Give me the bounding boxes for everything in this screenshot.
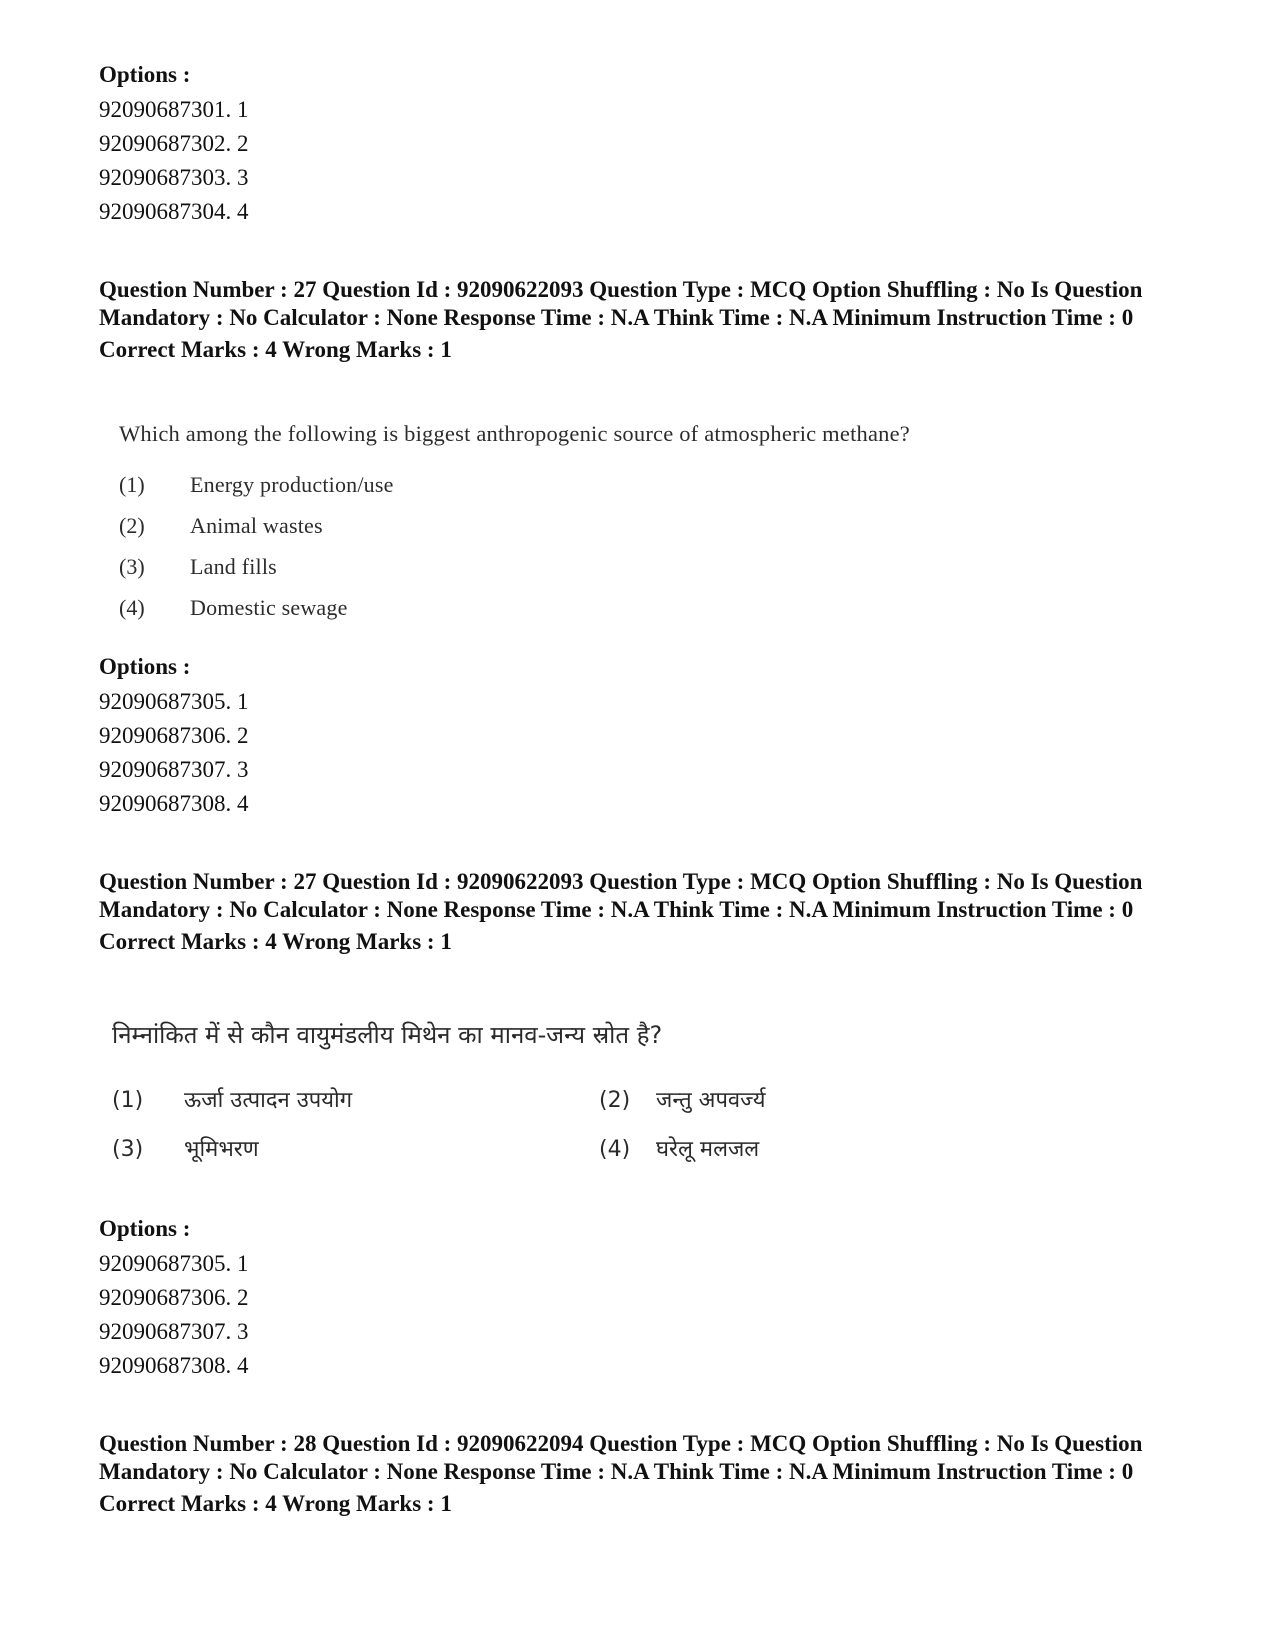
choice-item	[599, 1084, 766, 1114]
option-line: 92090687307. 3	[99, 1319, 249, 1344]
choice-number: (4)	[599, 1137, 631, 1162]
option-line: 92090687302. 2	[99, 131, 249, 156]
option-line: 92090687305. 1	[99, 689, 249, 714]
choice-number: (4)	[119, 595, 145, 620]
choice-item	[112, 1084, 352, 1114]
choice-item	[119, 554, 1079, 595]
choice-number: (3)	[112, 1137, 144, 1162]
option-line: 92090687303. 3	[99, 165, 249, 190]
options-title: Options :	[99, 654, 191, 679]
options-title: Options :	[99, 62, 191, 87]
question-text: Which among the following is biggest anthropogenic source of atmospheric methane?	[119, 421, 910, 446]
choice-number: (1)	[112, 1088, 144, 1113]
option-line: 92090687307. 3	[99, 757, 249, 782]
question-marks: Correct Marks : 4 Wrong Marks : 1	[99, 929, 452, 954]
question-meta: Question Number : 28 Question Id : 92090622094 Question Type : MCQ Option Shuffling : No Is Question Mandatory : No Calculator : None Response Time : N.A Think Time : N.A Minimum Instruction Time : 0	[99, 1431, 1143, 1484]
choice-text: जन्तु अपवर्ज्य	[656, 1088, 766, 1113]
question-meta: Question Number : 27 Question Id : 92090622093 Question Type : MCQ Option Shuffling : No Is Question Mandatory : No Calculator : None Response Time : N.A Think Time : N.A Minimum Instruction Time : 0	[99, 869, 1143, 922]
choice-number: (2)	[599, 1088, 631, 1113]
options-block-2	[99, 1215, 249, 1383]
choice-text: भूमिभरण	[184, 1137, 259, 1162]
choice-item	[119, 513, 1079, 554]
choice-item	[119, 472, 1079, 513]
choice-text: ऊर्जा उत्पादन उपयोग	[184, 1088, 353, 1113]
choice-text: Energy production/use	[190, 472, 394, 497]
question-header-1	[99, 276, 1189, 364]
question-body-english	[119, 420, 1079, 636]
option-line: 92090687306. 2	[99, 1285, 249, 1310]
option-line: 92090687308. 4	[99, 1353, 249, 1378]
option-line: 92090687308. 4	[99, 791, 249, 816]
option-line: 92090687305. 1	[99, 1251, 249, 1276]
choice-text: Animal wastes	[190, 513, 323, 538]
question-text: निम्नांकित में से कौन वायुमंडलीय मिथेन का मानव-जन्य स्रोत है?	[112, 1021, 663, 1049]
option-line: 92090687304. 4	[99, 199, 249, 224]
choice-text: Domestic sewage	[190, 595, 348, 620]
options-block-1	[99, 653, 249, 821]
choice-item	[112, 1133, 259, 1163]
question-body-hindi	[112, 1020, 1012, 1170]
option-line: 92090687301. 1	[99, 97, 249, 122]
choice-number: (2)	[119, 513, 145, 538]
choice-text: Land fills	[190, 554, 277, 579]
options-block-top	[99, 61, 249, 229]
option-line: 92090687306. 2	[99, 723, 249, 748]
question-meta: Question Number : 27 Question Id : 92090622093 Question Type : MCQ Option Shuffling : No Is Question Mandatory : No Calculator : None Response Time : N.A Think Time : N.A Minimum Instruction Time : 0	[99, 277, 1143, 330]
choice-text: घरेलू मलजल	[656, 1137, 760, 1162]
question-header-3	[99, 1430, 1189, 1518]
question-header-2	[99, 868, 1189, 956]
choice-item	[599, 1133, 759, 1163]
choice-number: (1)	[119, 472, 145, 497]
options-title: Options :	[99, 1216, 191, 1241]
question-marks: Correct Marks : 4 Wrong Marks : 1	[99, 1491, 452, 1516]
choice-item	[119, 595, 1079, 636]
question-marks: Correct Marks : 4 Wrong Marks : 1	[99, 337, 452, 362]
choice-number: (3)	[119, 554, 145, 579]
